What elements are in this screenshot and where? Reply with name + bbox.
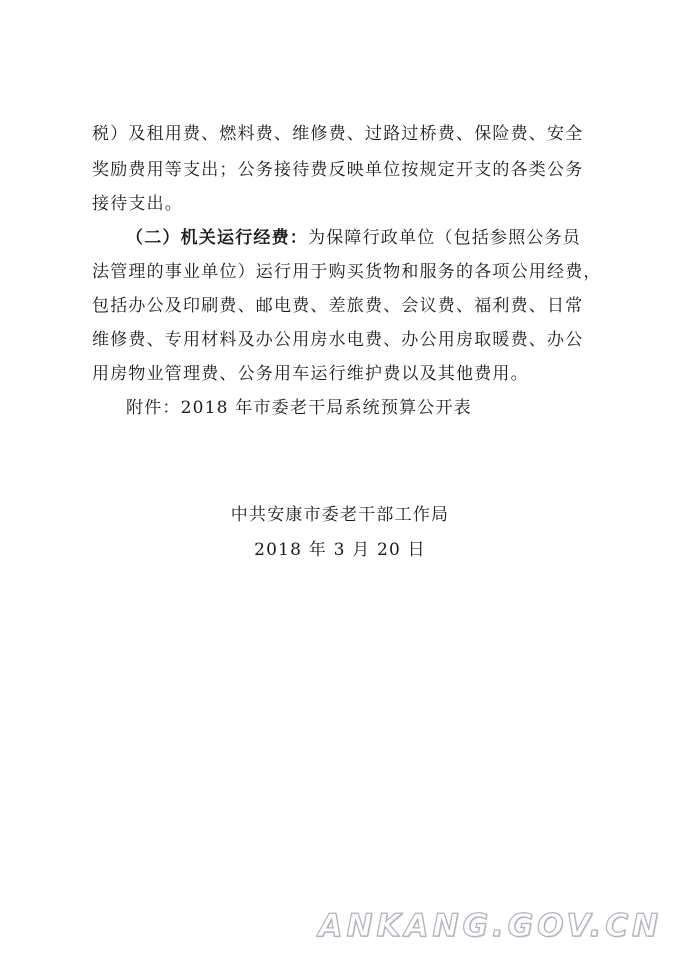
paragraph-2-line-2: 法管理的事业单位）运行用于购买货物和服务的各项公用经费， [92,262,602,282]
paragraph-2-line-1 [126,228,646,248]
site-watermark: ANKANG.GOV.CN [318,908,662,944]
attachment-note: 附件：2018 年市委老干局系统预算公开表 [126,398,472,418]
paragraph-2-line-5: 用房物业管理费、公务用车运行维护费以及其他费用。 [92,364,529,384]
paragraph-1-line-1: 税）及租用费、燃料费、维修费、过路过桥费、保险费、安全 [92,124,584,144]
paragraph-2-heading: （二）机关运行经费： [126,228,308,248]
signature-date: 2018 年 3 月 20 日 [254,540,426,560]
paragraph-1-line-2: 奖励费用等支出；公务接待费反映单位按规定开支的各类公务 [92,160,584,180]
paragraph-2-line-4: 维修费、专用材料及办公用房水电费、办公用房取暖费、办公 [92,330,584,350]
paragraph-2-line-3: 包括办公及印刷费、邮电费、差旅费、会议费、福利费、日常 [92,296,584,316]
paragraph-1-line-3: 接待支出。 [92,194,183,214]
paragraph-2-line-1-text: 为保障行政单位（包括参照公务员 [308,228,581,248]
signature-organization: 中共安康市委老干部工作局 [230,505,450,525]
